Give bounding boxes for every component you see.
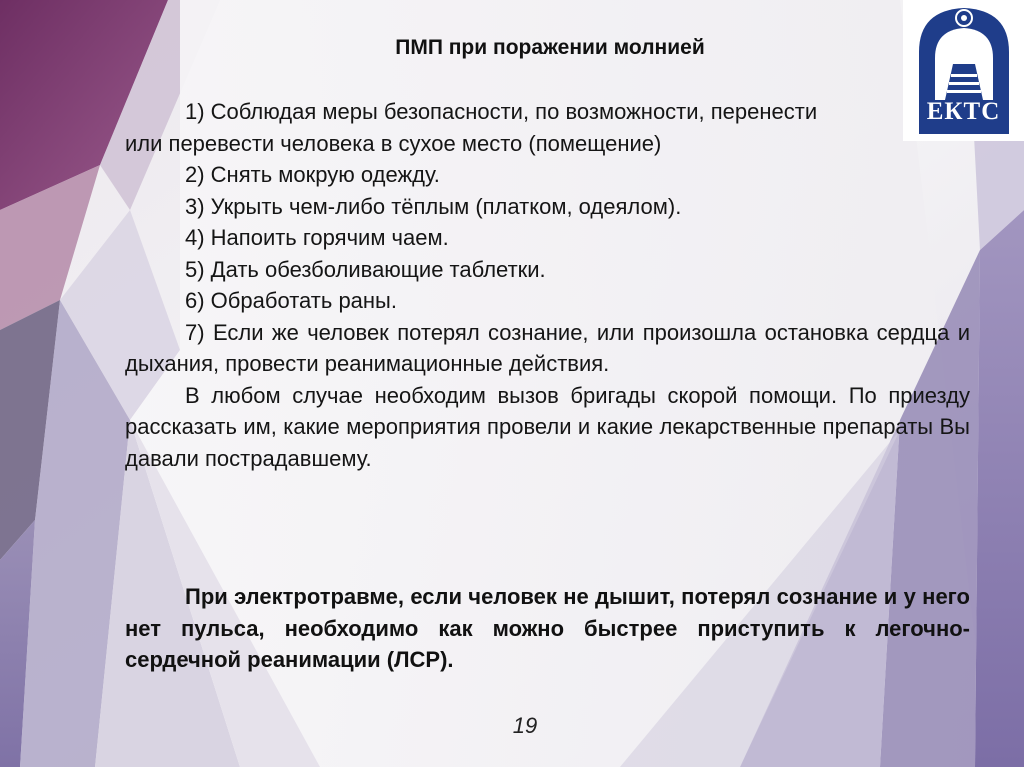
list-item-1-line1: 1) Соблюдая меры безопасности, по возможности, перенести: [185, 99, 818, 124]
list-item-4: 4) Напоить горячим чаем.: [185, 225, 449, 250]
ambulance-note: В любом случае необходим вызов бригады скорой помощи. По приезду рассказать им, какие мероприятия провели и какие лекарственные препараты Вы давали пострадавшему.: [125, 382, 970, 471]
list-item-1: [125, 96, 970, 159]
list-item-2: 2) Снять мокрую одежду.: [185, 162, 440, 187]
slide-title: ПМП при поражении молнией: [395, 36, 705, 59]
list-item-3: 3) Укрыть чем-либо тёплым (платком, одеялом).: [185, 193, 682, 219]
logo-text: ЕКТС: [926, 98, 1001, 125]
list-item-7: 7) Если же человек потерял сознание, или произошла остановка сердца и дыхания, провести реанимационные действия.: [125, 319, 970, 376]
list-item-6: 6) Обработать раны.: [185, 288, 397, 313]
list-item-1-line2: или перевести человека в сухое место (помещение): [125, 130, 662, 156]
slide-body: [125, 96, 970, 474]
electrotrauma-note: При электротравме, если человек не дышит, потерял сознание и у него нет пульса, необходимо как можно быстрее приступить к легочно-сердечной реанимации (ЛСР).: [125, 584, 970, 672]
page-number: 19: [512, 713, 538, 738]
list-item-5: 5) Дать обезболивающие таблетки.: [185, 256, 546, 282]
